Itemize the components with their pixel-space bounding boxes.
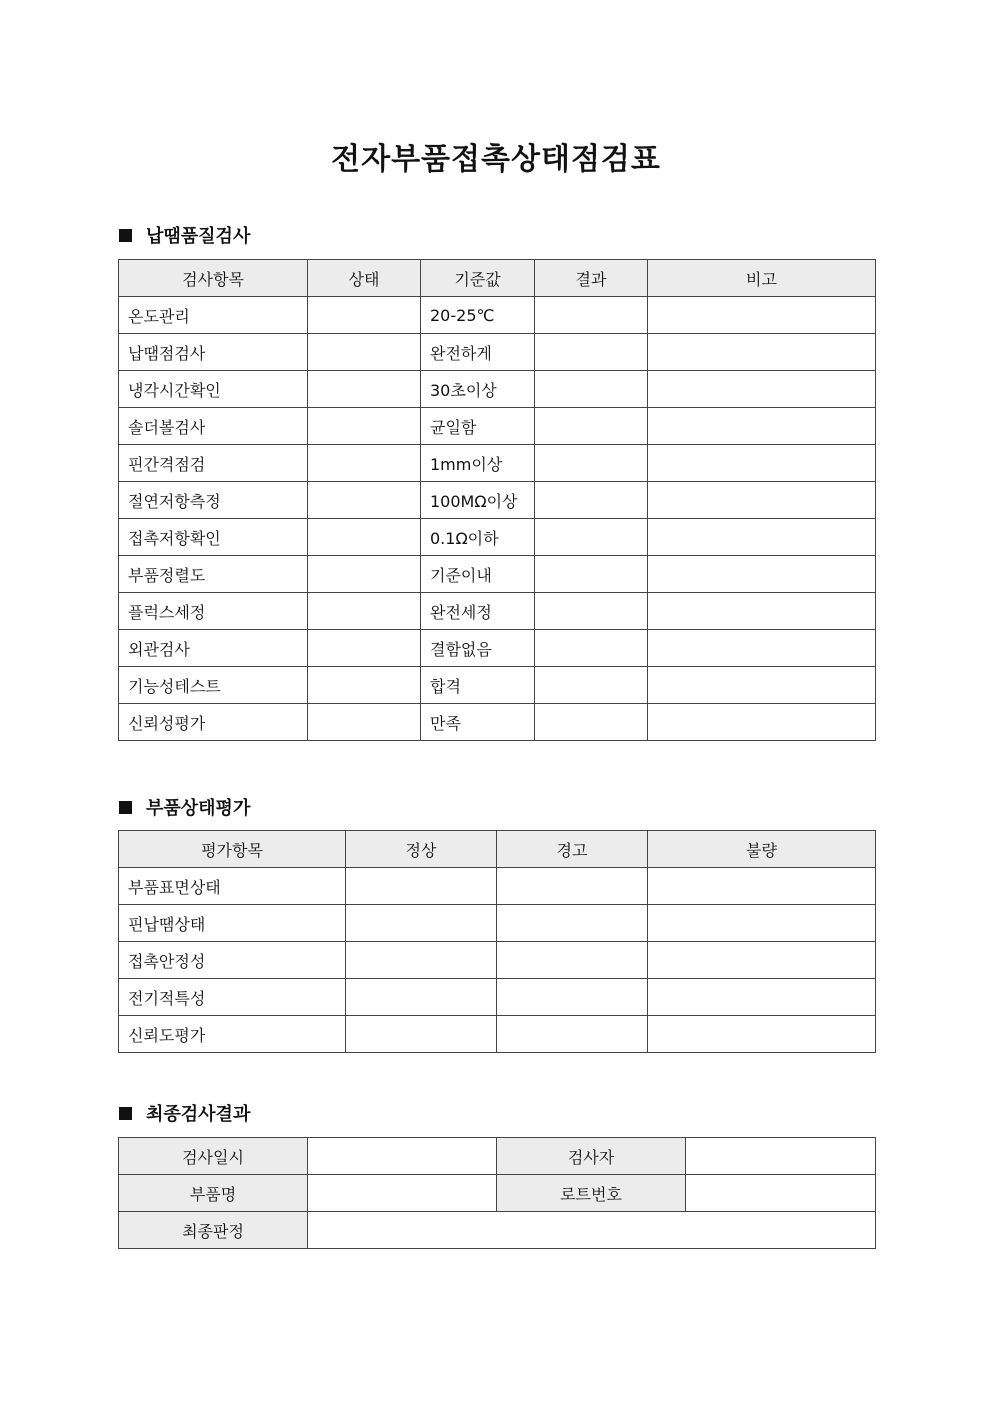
remarks-cell[interactable] xyxy=(648,704,876,741)
defect-cell[interactable] xyxy=(648,942,876,979)
standard-cell: 0.1Ω이하 xyxy=(421,519,535,556)
part-name-field[interactable] xyxy=(308,1175,497,1212)
table-row xyxy=(119,905,876,942)
remarks-cell[interactable] xyxy=(648,667,876,704)
remarks-cell[interactable] xyxy=(648,556,876,593)
result-cell[interactable] xyxy=(535,519,648,556)
remarks-cell[interactable] xyxy=(648,297,876,334)
remarks-cell[interactable] xyxy=(648,519,876,556)
solder-inspection-table xyxy=(118,259,876,741)
status-cell[interactable] xyxy=(308,445,421,482)
result-cell[interactable] xyxy=(535,482,648,519)
table-row xyxy=(119,371,876,408)
standard-cell: 100MΩ이상 xyxy=(421,482,535,519)
warning-cell[interactable] xyxy=(497,1016,648,1053)
table-row xyxy=(119,519,876,556)
normal-cell[interactable] xyxy=(346,868,497,905)
column-header: 평가항목 xyxy=(119,831,346,868)
square-bullet-icon xyxy=(119,801,132,814)
item-cell: 절연저항측정 xyxy=(119,482,308,519)
table-row xyxy=(119,630,876,667)
remarks-cell[interactable] xyxy=(648,630,876,667)
table-row xyxy=(119,445,876,482)
section-heading-solder xyxy=(119,222,250,248)
date-field[interactable] xyxy=(308,1138,497,1175)
warning-cell[interactable] xyxy=(497,905,648,942)
section-heading-final xyxy=(119,1100,250,1126)
section-heading-label: 부품상태평가 xyxy=(146,798,251,819)
table-row xyxy=(119,482,876,519)
page-title: 전자부품접촉상태점검표 xyxy=(331,142,661,177)
result-cell[interactable] xyxy=(535,408,648,445)
result-cell[interactable] xyxy=(535,297,648,334)
table-row xyxy=(119,1138,876,1175)
column-header: 검사항목 xyxy=(119,260,308,297)
status-cell[interactable] xyxy=(308,334,421,371)
normal-cell[interactable] xyxy=(346,905,497,942)
item-cell: 냉각시간확인 xyxy=(119,371,308,408)
evaluation-item-cell: 전기적특성 xyxy=(119,979,346,1016)
lot-number-label: 로트번호 xyxy=(497,1175,686,1212)
remarks-cell[interactable] xyxy=(648,482,876,519)
table-row xyxy=(119,704,876,741)
warning-cell[interactable] xyxy=(497,868,648,905)
status-cell[interactable] xyxy=(308,482,421,519)
section-heading-component xyxy=(119,794,250,820)
result-cell[interactable] xyxy=(535,704,648,741)
item-cell: 핀간격점검 xyxy=(119,445,308,482)
section-heading-label: 납땜품질검사 xyxy=(146,226,251,247)
result-cell[interactable] xyxy=(535,371,648,408)
defect-cell[interactable] xyxy=(648,868,876,905)
normal-cell[interactable] xyxy=(346,1016,497,1053)
warning-cell[interactable] xyxy=(497,979,648,1016)
normal-cell[interactable] xyxy=(346,942,497,979)
defect-cell[interactable] xyxy=(648,979,876,1016)
table-row xyxy=(119,297,876,334)
evaluation-item-cell: 접촉안정성 xyxy=(119,942,346,979)
status-cell[interactable] xyxy=(308,519,421,556)
evaluation-item-cell: 부품표면상태 xyxy=(119,868,346,905)
table-row xyxy=(119,593,876,630)
table-row xyxy=(119,868,876,905)
table-header-row xyxy=(119,260,876,297)
table-row xyxy=(119,667,876,704)
component-status-table xyxy=(118,830,876,1053)
normal-cell[interactable] xyxy=(346,979,497,1016)
remarks-cell[interactable] xyxy=(648,334,876,371)
item-cell: 솔더볼검사 xyxy=(119,408,308,445)
standard-cell: 합격 xyxy=(421,667,535,704)
column-header: 정상 xyxy=(346,831,497,868)
remarks-cell[interactable] xyxy=(648,593,876,630)
status-cell[interactable] xyxy=(308,297,421,334)
item-cell: 접촉저항확인 xyxy=(119,519,308,556)
defect-cell[interactable] xyxy=(648,905,876,942)
standard-cell: 1mm이상 xyxy=(421,445,535,482)
item-cell: 플럭스세정 xyxy=(119,593,308,630)
evaluation-item-cell: 신뢰도평가 xyxy=(119,1016,346,1053)
standard-cell: 만족 xyxy=(421,704,535,741)
table-row xyxy=(119,979,876,1016)
status-cell[interactable] xyxy=(308,408,421,445)
defect-cell[interactable] xyxy=(648,1016,876,1053)
standard-cell: 20-25℃ xyxy=(421,297,535,334)
result-cell[interactable] xyxy=(535,630,648,667)
result-cell[interactable] xyxy=(535,667,648,704)
standard-cell: 30초이상 xyxy=(421,371,535,408)
standard-cell: 균일함 xyxy=(421,408,535,445)
lot-number-field[interactable] xyxy=(686,1175,876,1212)
date-label: 검사일시 xyxy=(119,1138,308,1175)
part-name-label: 부품명 xyxy=(119,1175,308,1212)
inspector-field[interactable] xyxy=(686,1138,876,1175)
table-row xyxy=(119,334,876,371)
final-result-table xyxy=(118,1137,876,1249)
status-cell[interactable] xyxy=(308,593,421,630)
status-cell[interactable] xyxy=(308,556,421,593)
item-cell: 부품정렬도 xyxy=(119,556,308,593)
inspector-label: 검사자 xyxy=(497,1138,686,1175)
status-cell[interactable] xyxy=(308,667,421,704)
column-header: 결과 xyxy=(535,260,648,297)
column-header: 불량 xyxy=(648,831,876,868)
status-cell[interactable] xyxy=(308,371,421,408)
result-cell[interactable] xyxy=(535,556,648,593)
warning-cell[interactable] xyxy=(497,942,648,979)
table-row xyxy=(119,942,876,979)
column-header: 기준값 xyxy=(421,260,535,297)
item-cell: 납땜점검사 xyxy=(119,334,308,371)
remarks-cell[interactable] xyxy=(648,408,876,445)
remarks-cell[interactable] xyxy=(648,445,876,482)
result-cell[interactable] xyxy=(535,593,648,630)
column-header: 상태 xyxy=(308,260,421,297)
standard-cell: 기준이내 xyxy=(421,556,535,593)
standard-cell: 완전하게 xyxy=(421,334,535,371)
table-row xyxy=(119,1212,876,1249)
final-judgment-label: 최종판정 xyxy=(119,1212,308,1249)
remarks-cell[interactable] xyxy=(648,371,876,408)
evaluation-item-cell: 핀납땜상태 xyxy=(119,905,346,942)
table-row xyxy=(119,556,876,593)
column-header: 경고 xyxy=(497,831,648,868)
item-cell: 외관검사 xyxy=(119,630,308,667)
item-cell: 온도관리 xyxy=(119,297,308,334)
status-cell[interactable] xyxy=(308,630,421,667)
table-header-row xyxy=(119,831,876,868)
square-bullet-icon xyxy=(119,229,132,242)
final-judgment-field[interactable] xyxy=(308,1212,876,1249)
table-row xyxy=(119,408,876,445)
standard-cell: 완전세정 xyxy=(421,593,535,630)
table-row xyxy=(119,1175,876,1212)
column-header: 비고 xyxy=(648,260,876,297)
item-cell: 신뢰성평가 xyxy=(119,704,308,741)
status-cell[interactable] xyxy=(308,704,421,741)
result-cell[interactable] xyxy=(535,334,648,371)
table-row xyxy=(119,1016,876,1053)
standard-cell: 결함없음 xyxy=(421,630,535,667)
square-bullet-icon xyxy=(119,1107,132,1120)
section-heading-label: 최종검사결과 xyxy=(146,1104,251,1125)
item-cell: 기능성테스트 xyxy=(119,667,308,704)
result-cell[interactable] xyxy=(535,445,648,482)
